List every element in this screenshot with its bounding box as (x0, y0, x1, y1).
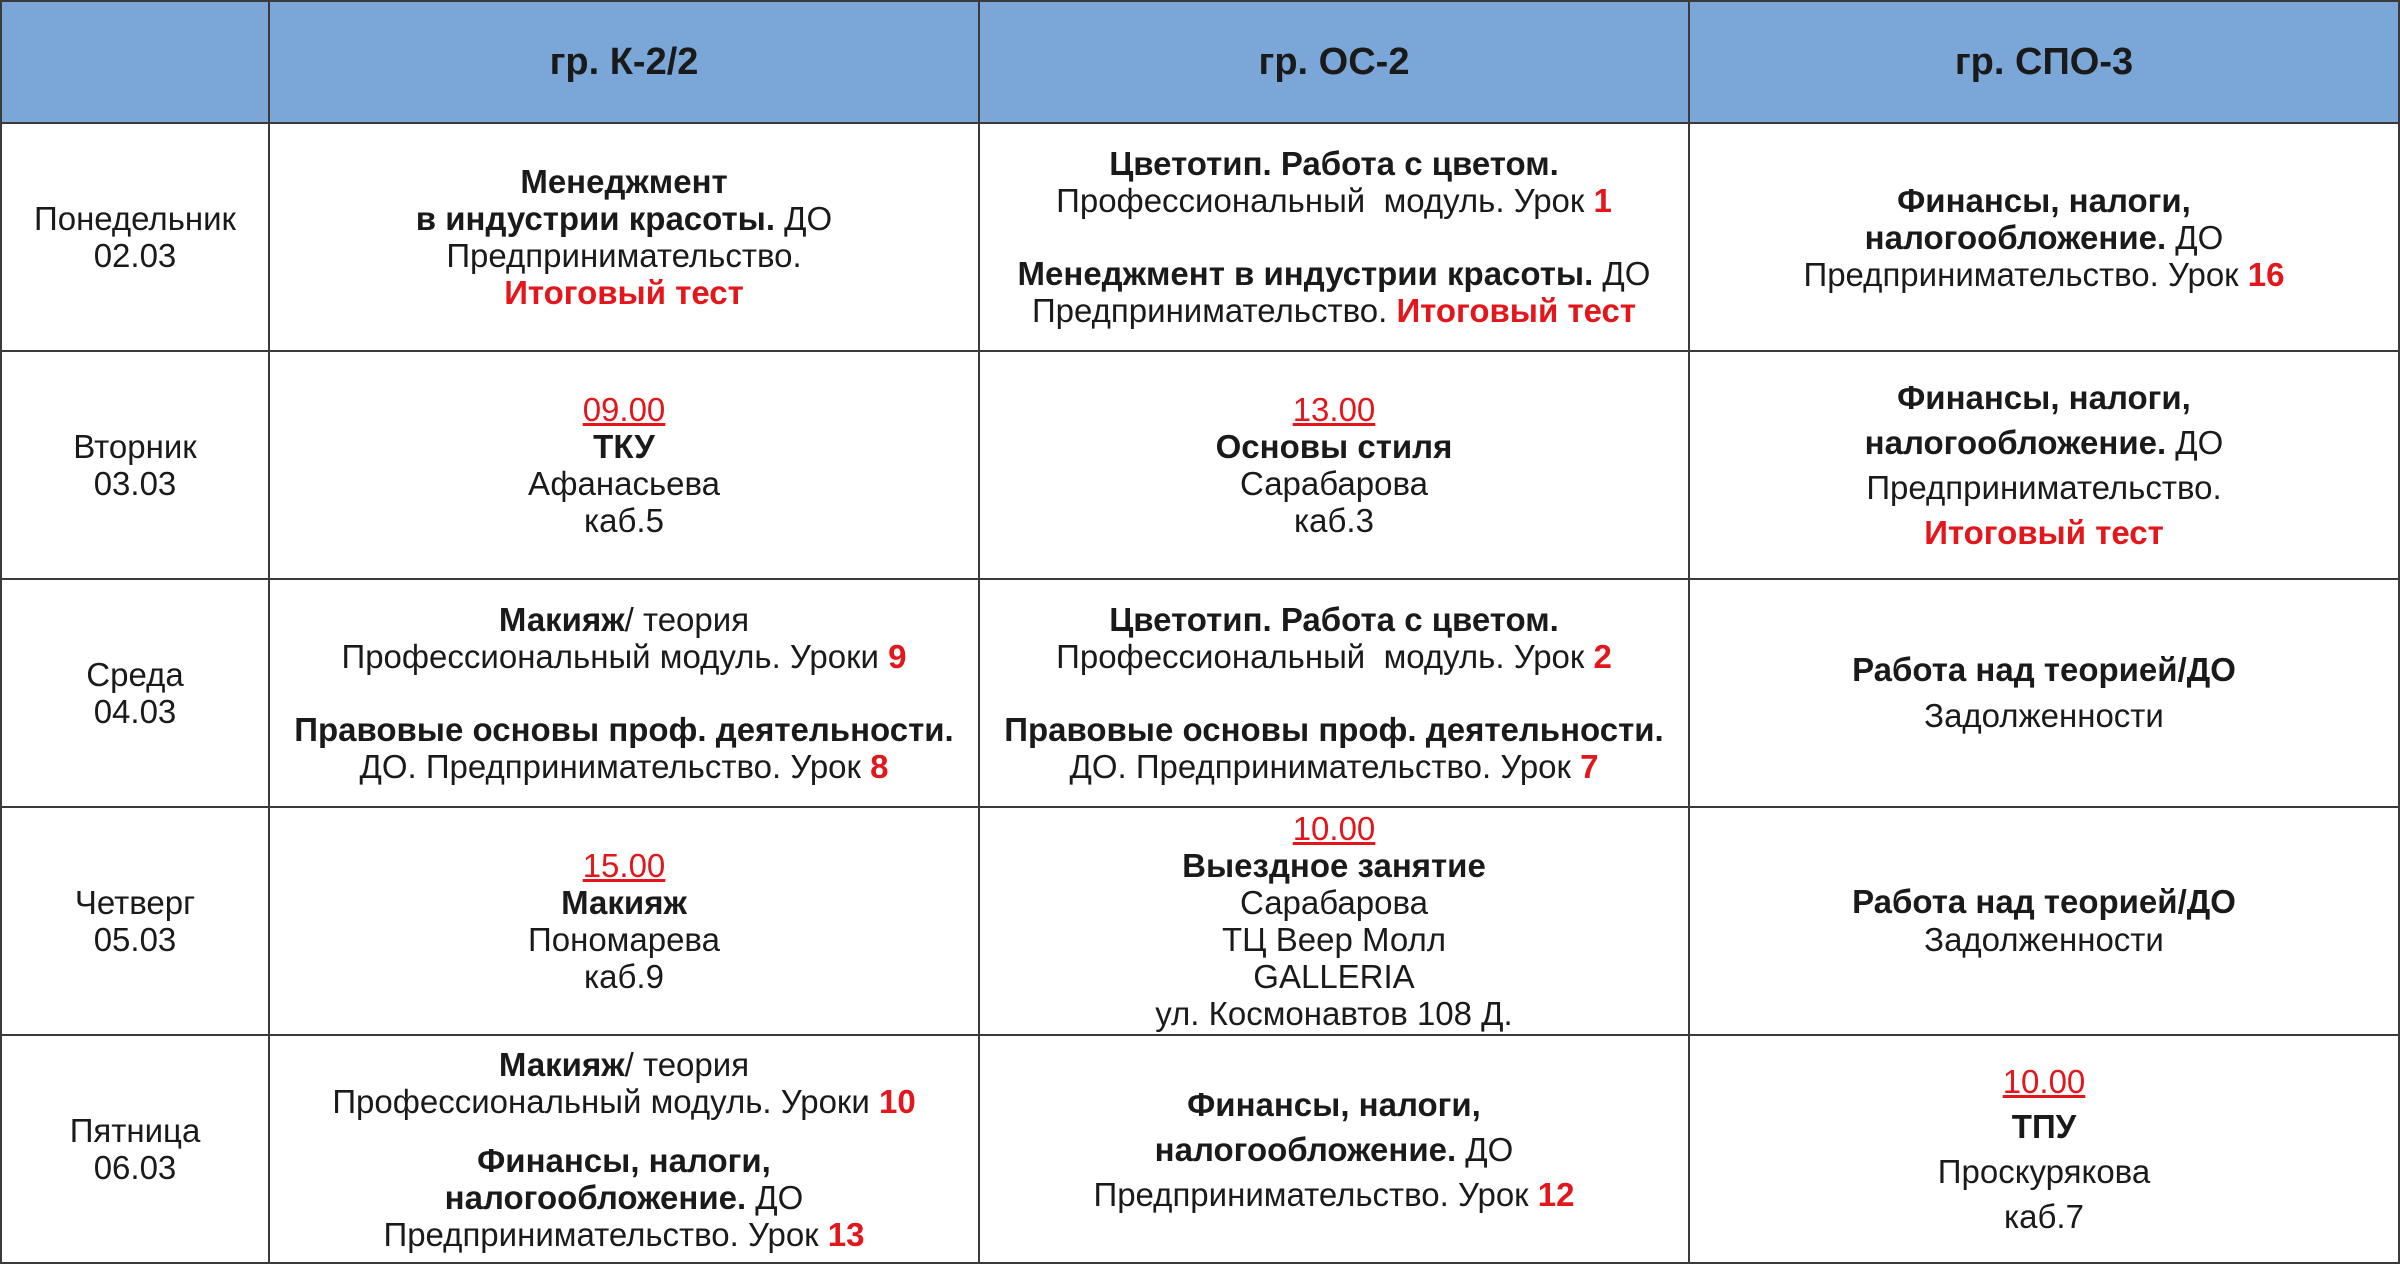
subject-line: Правовые основы проф. деятельности. (1004, 711, 1664, 748)
final-test-label: Итоговый тест (504, 274, 744, 311)
day-name: Пятница (69, 1112, 201, 1149)
subject-bold: налогообложение. (1154, 1130, 1457, 1168)
lesson-number: 10 (878, 1082, 916, 1120)
subject-line: Работа над теорией/ДО (1852, 883, 2236, 920)
subject-bold: налогообложение. (444, 1178, 747, 1216)
cell-monday-spo3 (1689, 123, 2399, 351)
subject-line (280, 1179, 968, 1216)
subject-line (1700, 420, 2388, 465)
table-row-wednesday (1, 579, 2399, 807)
room-number: каб.7 (2004, 1198, 2084, 1235)
lesson-text: Предпринимательство. Урок (383, 1215, 828, 1253)
cell-friday-spo3 (1689, 1035, 2399, 1263)
lesson-line (990, 1172, 1678, 1217)
table-row-friday (1, 1035, 2399, 1263)
subject-suffix: ДО (2166, 218, 2224, 256)
lesson-text: Профессиональный модуль. Уроки (332, 1082, 879, 1120)
note-line: Задолженности (1924, 921, 2164, 958)
day-cell-thursday (1, 807, 269, 1035)
final-test-label: Итоговый тест (1396, 292, 1637, 329)
day-name: Четверг (74, 884, 196, 921)
table-row-thursday (1, 807, 2399, 1035)
day-name: Вторник (73, 428, 197, 465)
cell-monday-os2 (979, 123, 1689, 351)
teacher-name: Пономарева (528, 921, 720, 958)
subject-suffix: ДО (775, 200, 833, 237)
day-date: 06.03 (93, 1149, 177, 1186)
lesson-line (1700, 256, 2388, 293)
final-test-label: Итоговый тест (1924, 514, 2164, 551)
subject-bold: Макияж (498, 1045, 625, 1083)
spacer (990, 675, 1678, 711)
teacher-name: Афанасьева (527, 465, 721, 502)
lesson-number: 8 (870, 748, 889, 785)
cell-thursday-k22 (269, 807, 979, 1035)
lesson-number: 13 (827, 1215, 865, 1253)
lesson-line (990, 182, 1678, 219)
venue-line: ТЦ Веер Молл (1222, 921, 1446, 958)
subject-line (990, 1127, 1678, 1172)
address-line: ул. Космонавтов 108 Д. (1155, 995, 1513, 1032)
subject-suffix: ДО (1593, 255, 1651, 292)
table-row-tuesday (1, 351, 2399, 579)
subject-line: ТКУ (593, 428, 655, 465)
subject-line (990, 255, 1678, 292)
spacer (280, 1120, 968, 1142)
group-header-os2: гр. ОС-2 (979, 1, 1689, 123)
subject-suffix: / теория (624, 1045, 750, 1083)
subject-suffix: ДО (746, 1178, 804, 1216)
subject-line: Макияж (561, 884, 687, 921)
subject-bold: Менеджмент в индустрии красоты. (1017, 255, 1594, 292)
group-header-k22: гр. К-2/2 (269, 1, 979, 123)
note-line: Задолженности (1924, 697, 2164, 734)
lesson-number: 9 (888, 638, 907, 675)
day-cell-friday (1, 1035, 269, 1263)
subject-line: Финансы, налоги, (477, 1141, 771, 1179)
lesson-number: 12 (1537, 1175, 1575, 1213)
subject-line: Финансы, налоги, (1897, 379, 2191, 416)
lesson-text: ДО. Предпринимательство. Урок (1069, 748, 1581, 785)
class-time: 10.00 (2002, 1063, 2086, 1100)
day-date: 03.03 (93, 465, 177, 502)
course-line (990, 292, 1678, 329)
subject-line: Выездное занятие (1182, 847, 1486, 884)
cell-tuesday-k22 (269, 351, 979, 579)
subject-line (280, 1046, 968, 1083)
corner-cell (1, 1, 269, 123)
day-date: 05.03 (93, 921, 177, 958)
cell-wednesday-os2 (979, 579, 1689, 807)
cell-tuesday-spo3 (1689, 351, 2399, 579)
lesson-number: 2 (1593, 638, 1612, 675)
class-time: 10.00 (1292, 810, 1376, 847)
subject-bold: налогообложение. (1864, 424, 2167, 461)
cell-wednesday-k22 (269, 579, 979, 807)
lesson-line (280, 748, 968, 785)
subject-line: Финансы, налоги, (1897, 181, 2191, 219)
subject-line (280, 200, 968, 237)
day-date: 02.03 (93, 237, 177, 274)
subject-line: Финансы, налоги, (1187, 1085, 1481, 1123)
cell-wednesday-spo3 (1689, 579, 2399, 807)
spacer (280, 675, 968, 711)
day-cell-tuesday (1, 351, 269, 579)
lesson-text: Предпринимательство. Урок (1803, 255, 2248, 293)
subject-line: Работа над теорией/ДО (1852, 651, 2236, 688)
day-date: 04.03 (93, 693, 177, 730)
subject-bold: в индустрии красоты. (415, 200, 775, 237)
subject-bold: Макияж (498, 601, 625, 638)
lesson-line (280, 1083, 968, 1120)
day-name: Понедельник (34, 200, 236, 237)
subject-line: Цветотип. Работа с цветом. (1109, 601, 1559, 638)
spacer (990, 219, 1678, 255)
course-line: Предпринимательство. (1866, 469, 2222, 506)
subject-line (1700, 219, 2388, 256)
table-row-monday (1, 123, 2399, 351)
subject-line: Правовые основы проф. деятельности. (294, 711, 954, 748)
teacher-name: Сарабарова (1240, 465, 1428, 502)
cell-friday-os2 (979, 1035, 1689, 1263)
subject-line: Менеджмент (520, 163, 728, 200)
class-time: 09.00 (582, 391, 666, 428)
lesson-text: Профессиональный модуль. Уроки (341, 638, 889, 675)
course-line: Предпринимательство. (446, 237, 802, 274)
class-time: 13.00 (1292, 391, 1376, 428)
venue-line: GALLERIA (1253, 958, 1415, 995)
room-number: каб.5 (584, 502, 664, 539)
subject-bold: налогообложение. (1864, 218, 2167, 256)
cell-friday-k22 (269, 1035, 979, 1263)
subject-line: ТПУ (2011, 1108, 2077, 1145)
lesson-line (280, 1216, 968, 1253)
day-name: Среда (86, 656, 184, 693)
lesson-line (990, 638, 1678, 675)
teacher-name: Сарабарова (1240, 884, 1428, 921)
lesson-line (280, 638, 968, 675)
room-number: каб.9 (584, 958, 664, 995)
lesson-number: 1 (1593, 182, 1612, 219)
lesson-text: Профессиональный модуль. Урок (1056, 638, 1594, 675)
subject-line: Основы стиля (1215, 428, 1453, 465)
class-time: 15.00 (582, 847, 666, 884)
lesson-text: ДО. Предпринимательство. Урок (359, 748, 871, 785)
subject-suffix: ДО (2166, 424, 2224, 461)
course-text: Предпринимательство. (1031, 292, 1397, 329)
cell-thursday-spo3 (1689, 807, 2399, 1035)
cell-thursday-os2 (979, 807, 1689, 1035)
subject-line (280, 601, 968, 638)
cell-tuesday-os2 (979, 351, 1689, 579)
subject-suffix: / теория (624, 601, 750, 638)
subject-suffix: ДО (1456, 1130, 1514, 1168)
cell-monday-k22 (269, 123, 979, 351)
lesson-text: Профессиональный модуль. Урок (1056, 182, 1594, 219)
room-number: каб.3 (1294, 502, 1374, 539)
header-row (1, 1, 2399, 123)
lesson-number: 16 (2247, 255, 2285, 293)
lesson-line (990, 748, 1678, 785)
teacher-name: Проскурякова (1937, 1153, 2151, 1190)
day-cell-monday (1, 123, 269, 351)
lesson-number: 7 (1580, 748, 1599, 785)
day-cell-wednesday (1, 579, 269, 807)
lesson-text: Предпринимательство. Урок (1093, 1175, 1538, 1213)
group-header-spo3: гр. СПО-3 (1689, 1, 2399, 123)
subject-line: Цветотип. Работа с цветом. (1109, 145, 1559, 182)
